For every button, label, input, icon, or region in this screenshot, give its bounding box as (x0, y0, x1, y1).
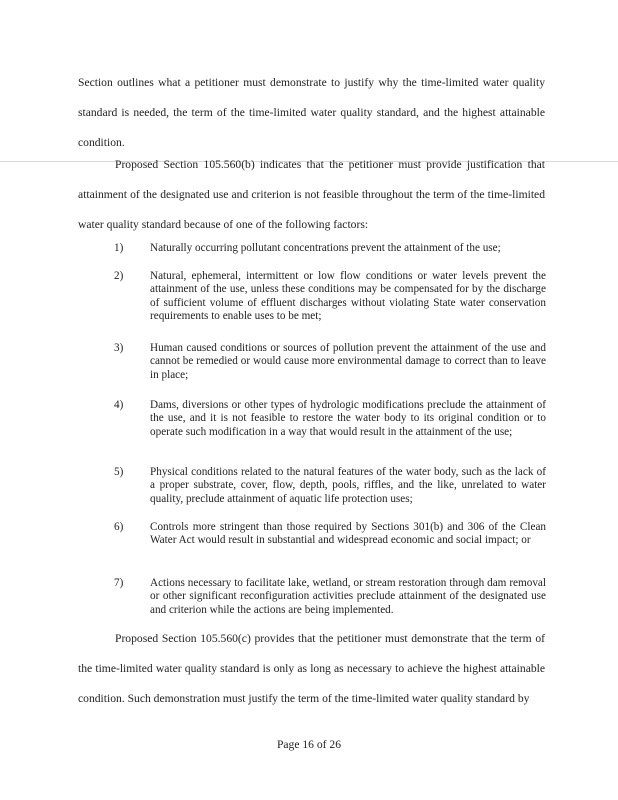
factor-item-7 (114, 577, 546, 617)
factor-item-1 (114, 242, 546, 255)
paragraph-section-105-560c: Proposed Section 105.560(c) provides that the petitioner must demonstrate that the term of the time-limited water quality standard is only as long as necessary to achieve the highest attainable condition. Such demonstration must justify the term of the time-limited water quality standard by (78, 632, 545, 705)
factor-text: Dams, diversions or other types of hydrologic modifications preclude the attainment of the use, and it is not feasible to restore the water body to its original condition or to operate such modification in a way that would result in the attainment of the use; (150, 399, 546, 438)
factor-item-6 (114, 521, 546, 548)
factor-number: 5) (114, 466, 124, 478)
factor-number: 4) (114, 399, 124, 411)
factor-number: 3) (114, 342, 124, 354)
factor-item-2 (114, 270, 546, 324)
factor-item-5 (114, 466, 546, 506)
factor-number: 6) (114, 521, 124, 533)
factor-text: Natural, ephemeral, intermittent or low flow conditions or water levels prevent the attainment of the use, unless these conditions may be compensated for by the discharge of sufficient volume of effluent discharges without violating State water conservation requirements to enable uses to be met; (150, 270, 546, 323)
factor-number: 2) (114, 270, 124, 282)
page-number-footer: Page 16 of 26 (276, 738, 342, 751)
paragraph-section-outline: Section outlines what a petitioner must demonstrate to justify why the time-limited water quality standard is needed, the term of the time-limited water quality standard, and the highest attainable condition. (78, 76, 545, 149)
factor-number: 7) (114, 577, 124, 589)
factor-text: Naturally occurring pollutant concentrations prevent the attainment of the use; (150, 242, 501, 254)
factor-item-4 (114, 399, 546, 439)
factor-text: Actions necessary to facilitate lake, wetland, or stream restoration through dam removal or other significant reconfiguration activities preclude attainment of the designated use and criterion while the actions are being implemented. (150, 577, 546, 616)
factor-number: 1) (114, 242, 124, 254)
factor-text: Controls more stringent than those required by Sections 301(b) and 306 of the Clean Water Act would result in substantial and widespread economic and social impact; or (150, 521, 546, 547)
factor-text: Physical conditions related to the natural features of the water body, such as the lack of a proper substrate, cover, flow, depth, pools, riffles, and the like, unrelated to water quality, preclude attainment of aquatic life protection uses; (150, 466, 546, 505)
paragraph-section-105-560b: Proposed Section 105.560(b) indicates that the petitioner must provide justification that attainment of the designated use and criterion is not feasible throughout the term of the time-limited water quality standard because of one of the following factors: (78, 158, 545, 231)
factor-item-3 (114, 342, 546, 382)
factor-text: Human caused conditions or sources of pollution prevent the attainment of the use and cannot be remedied or would cause more environmental damage to correct than to leave in place; (150, 342, 546, 381)
